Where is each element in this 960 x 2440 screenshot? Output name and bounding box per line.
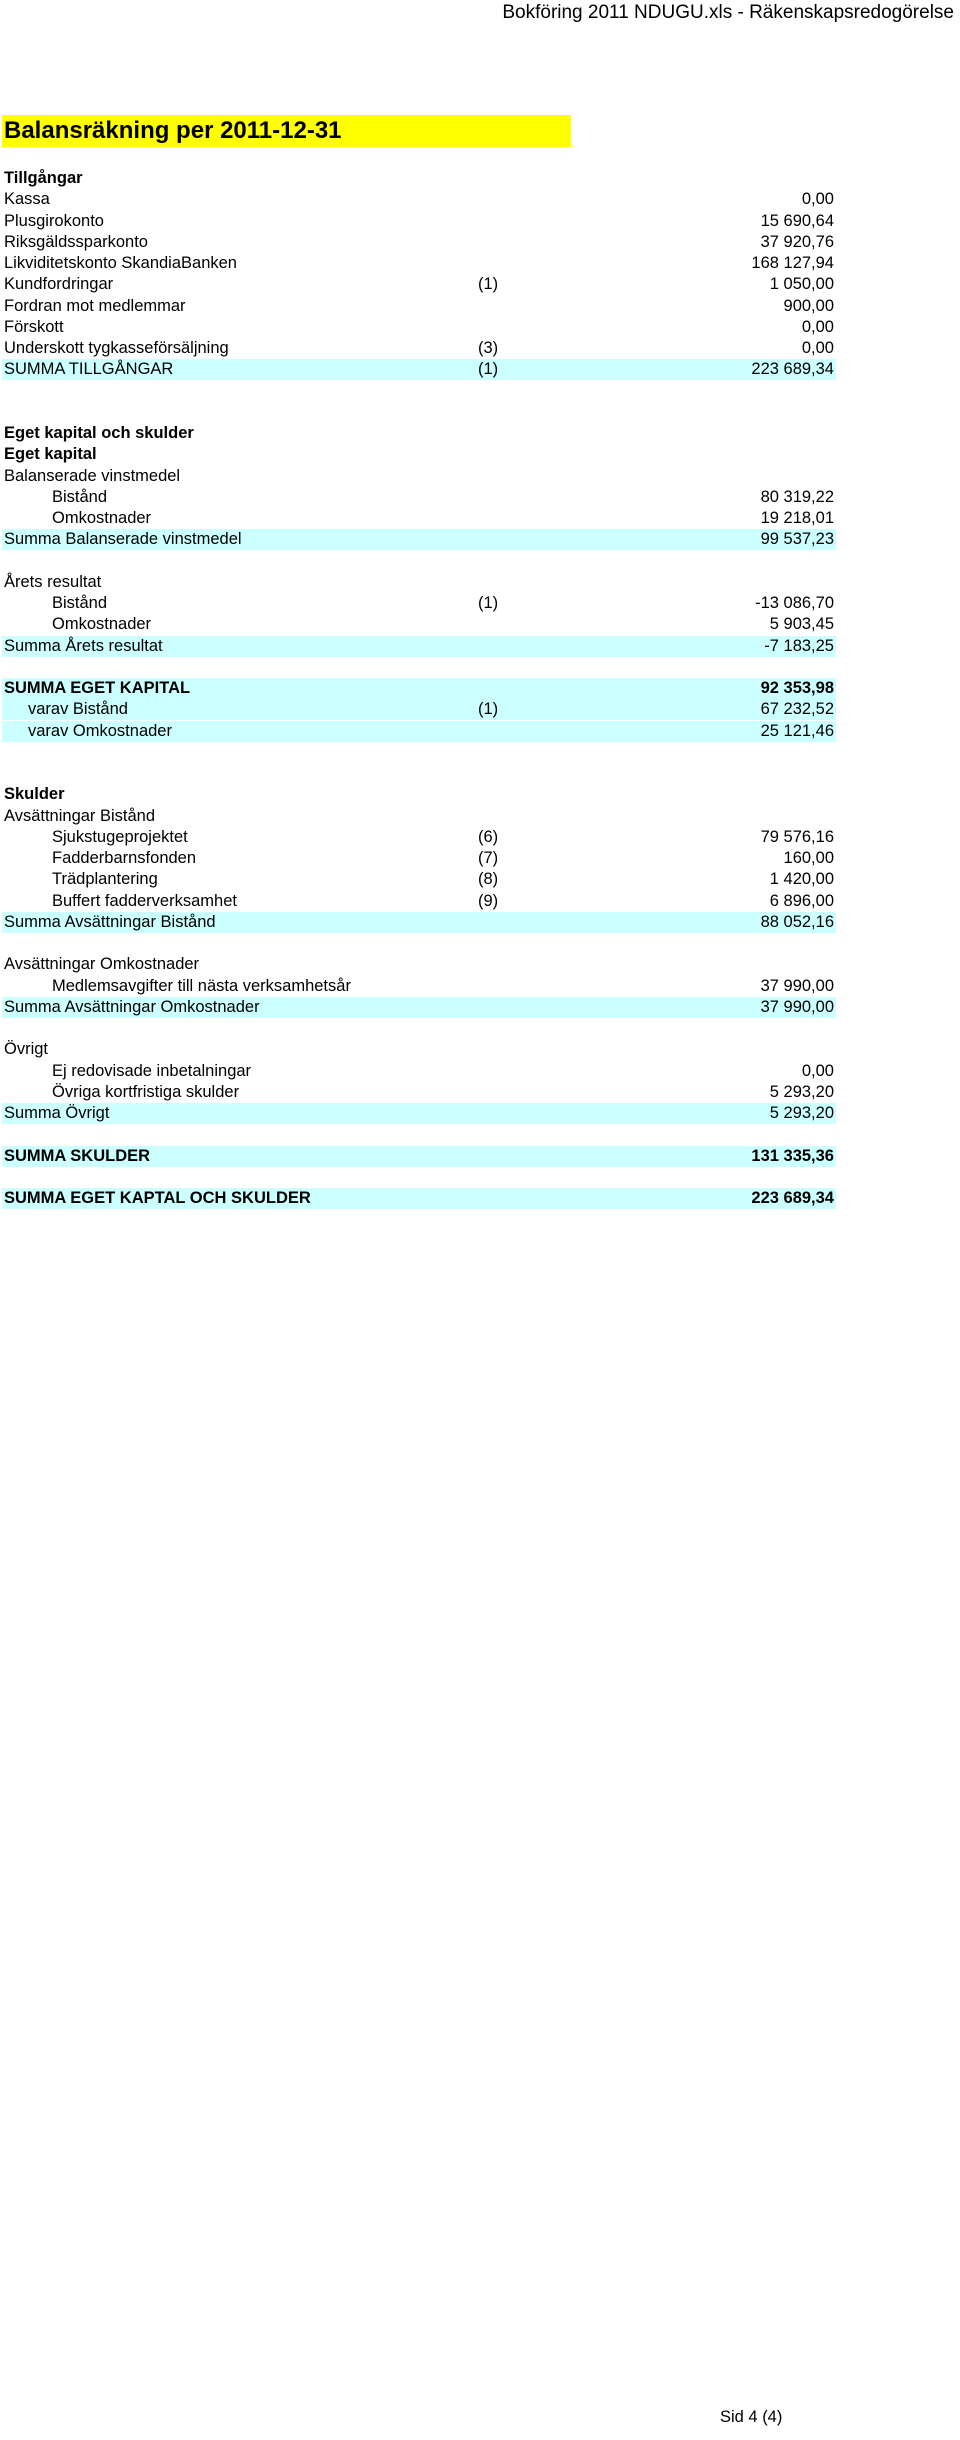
row-label: Kassa bbox=[4, 190, 50, 209]
row-label: Trädplantering bbox=[52, 870, 158, 889]
table-row bbox=[2, 274, 836, 295]
row-amount: 5 903,45 bbox=[769, 615, 834, 634]
row-amount: 131 335,36 bbox=[751, 1146, 834, 1165]
table-row bbox=[2, 508, 836, 529]
row-note: (9) bbox=[478, 891, 499, 910]
row-amount: 0,00 bbox=[801, 317, 834, 336]
table-row bbox=[2, 529, 836, 550]
row-label: Avsättningar Bistånd bbox=[4, 806, 156, 825]
row-label: Skulder bbox=[4, 785, 65, 804]
row-note: (6) bbox=[478, 827, 499, 846]
table-row bbox=[2, 359, 836, 380]
row-amount: 15 690,64 bbox=[760, 211, 834, 230]
page-number: Sid 4 (4) bbox=[720, 2408, 783, 2426]
row-label: Kundfordringar bbox=[4, 275, 114, 294]
table-row bbox=[2, 1082, 836, 1103]
table-row bbox=[2, 614, 836, 635]
row-amount: 37 920,76 bbox=[760, 232, 834, 251]
table-row bbox=[2, 168, 836, 189]
row-amount: 223 689,34 bbox=[751, 1189, 834, 1207]
row-label: SUMMA TILLGÅNGAR bbox=[4, 360, 174, 379]
row-label: Sjukstugeprojektet bbox=[52, 827, 188, 846]
table-row bbox=[2, 232, 836, 253]
row-amount: 37 990,00 bbox=[760, 997, 834, 1016]
row-amount: 25 121,46 bbox=[760, 721, 834, 740]
row-label: Omkostnader bbox=[52, 615, 152, 634]
row-amount: -13 086,70 bbox=[755, 594, 834, 612]
table-row bbox=[2, 1103, 836, 1124]
row-amount: 160,00 bbox=[783, 849, 834, 867]
table-row bbox=[2, 912, 836, 933]
row-label: Balanserade vinstmedel bbox=[4, 466, 181, 485]
table-row bbox=[2, 1039, 836, 1060]
row-label: Medlemsavgifter till nästa verksamhetsår bbox=[52, 976, 351, 995]
row-amount: 0,00 bbox=[801, 1061, 834, 1080]
row-note: (1) bbox=[478, 360, 499, 379]
table-row bbox=[2, 1061, 836, 1082]
row-amount: 1 050,00 bbox=[769, 275, 834, 294]
table-row bbox=[2, 678, 836, 699]
row-note: (1) bbox=[478, 700, 499, 719]
row-note: (1) bbox=[478, 594, 499, 612]
table-row bbox=[2, 636, 836, 657]
row-amount: 79 576,16 bbox=[760, 827, 834, 846]
row-amount: 88 052,16 bbox=[760, 912, 834, 931]
table-row bbox=[2, 976, 836, 997]
table-row bbox=[2, 1188, 836, 1209]
row-label: Summa Övrigt bbox=[4, 1104, 110, 1122]
row-label: Likviditetskonto SkandiaBanken bbox=[4, 254, 237, 272]
row-amount: 99 537,23 bbox=[760, 530, 834, 549]
row-amount: 37 990,00 bbox=[760, 976, 834, 995]
row-label: SUMMA EGET KAPTAL OCH SKULDER bbox=[4, 1189, 311, 1207]
row-amount: 92 353,98 bbox=[760, 679, 834, 697]
row-amount: 0,00 bbox=[801, 339, 834, 357]
row-label: Buffert fadderverksamhet bbox=[52, 891, 237, 910]
row-amount: 6 896,00 bbox=[769, 891, 834, 910]
row-label: Övriga kortfristiga skulder bbox=[52, 1082, 240, 1101]
table-row bbox=[2, 211, 836, 232]
row-label: Eget kapital och skulder bbox=[4, 424, 194, 442]
table-row bbox=[2, 338, 836, 359]
table-row bbox=[2, 189, 836, 210]
row-amount: 5 293,20 bbox=[769, 1082, 834, 1101]
table-row bbox=[2, 253, 836, 274]
row-label: Bistånd bbox=[52, 487, 108, 506]
sheet-title: Balansräkning per 2011-12-31 bbox=[2, 115, 571, 147]
row-label: Summa Avsättningar Omkostnader bbox=[4, 997, 260, 1016]
table-row bbox=[2, 848, 836, 869]
table-row bbox=[2, 827, 836, 848]
row-label: varav Omkostnader bbox=[28, 721, 172, 740]
row-label: Eget kapital bbox=[4, 445, 97, 464]
table-row bbox=[2, 721, 836, 742]
row-amount: 223 689,34 bbox=[751, 360, 834, 379]
row-label: Övrigt bbox=[4, 1040, 49, 1059]
table-row bbox=[2, 806, 836, 827]
row-label: SUMMA EGET KAPITAL bbox=[4, 679, 191, 697]
row-label: Tillgångar bbox=[4, 169, 83, 187]
row-amount: 67 232,52 bbox=[760, 700, 834, 719]
row-label: Fadderbarnsfonden bbox=[52, 849, 197, 867]
row-label: Fordran mot medlemmar bbox=[4, 296, 186, 315]
table-row bbox=[2, 997, 836, 1018]
row-label: Riksgäldssparkonto bbox=[4, 232, 148, 251]
row-label: Omkostnader bbox=[52, 509, 152, 527]
table-row bbox=[2, 487, 836, 508]
row-note: (3) bbox=[478, 339, 499, 357]
row-label: Summa Årets resultat bbox=[4, 636, 163, 655]
table-row bbox=[2, 869, 836, 890]
row-amount: 900,00 bbox=[783, 296, 834, 315]
row-amount: 0,00 bbox=[801, 190, 834, 209]
table-row bbox=[2, 317, 836, 338]
table-row bbox=[2, 954, 836, 975]
row-amount: 1 420,00 bbox=[769, 870, 834, 889]
row-amount: -7 183,25 bbox=[764, 636, 834, 655]
row-amount: 80 319,22 bbox=[760, 487, 834, 506]
table-row bbox=[2, 891, 836, 912]
row-label: Årets resultat bbox=[4, 572, 102, 591]
row-note: (7) bbox=[478, 849, 499, 867]
row-note: (1) bbox=[478, 275, 499, 294]
row-label: Summa Balanserade vinstmedel bbox=[4, 530, 242, 549]
row-label: Plusgirokonto bbox=[4, 211, 104, 230]
row-label: Bistånd bbox=[52, 594, 108, 612]
row-label: Avsättningar Omkostnader bbox=[4, 955, 200, 974]
row-label: Underskott tygkasseförsäljning bbox=[4, 339, 229, 357]
table-row bbox=[2, 593, 836, 614]
row-label: varav Bistånd bbox=[28, 700, 128, 719]
table-row bbox=[2, 699, 836, 720]
document-header-title: Bokföring 2011 NDUGU.xls - Räkenskapsredogörelse bbox=[502, 2, 954, 23]
row-label: SUMMA SKULDER bbox=[4, 1146, 151, 1165]
row-amount: 19 218,01 bbox=[760, 509, 834, 527]
table-row bbox=[2, 784, 836, 805]
table-row bbox=[2, 572, 836, 593]
table-row bbox=[2, 423, 836, 444]
row-label: Förskott bbox=[4, 317, 64, 336]
table-row bbox=[2, 296, 836, 317]
row-label: Summa Avsättningar Bistånd bbox=[4, 912, 216, 931]
table-row bbox=[2, 1146, 836, 1167]
row-note: (8) bbox=[478, 870, 499, 889]
row-label: Ej redovisade inbetalningar bbox=[52, 1061, 252, 1080]
table-row bbox=[2, 444, 836, 465]
row-amount: 168 127,94 bbox=[751, 254, 834, 272]
table-row bbox=[2, 466, 836, 487]
row-amount: 5 293,20 bbox=[769, 1104, 834, 1122]
